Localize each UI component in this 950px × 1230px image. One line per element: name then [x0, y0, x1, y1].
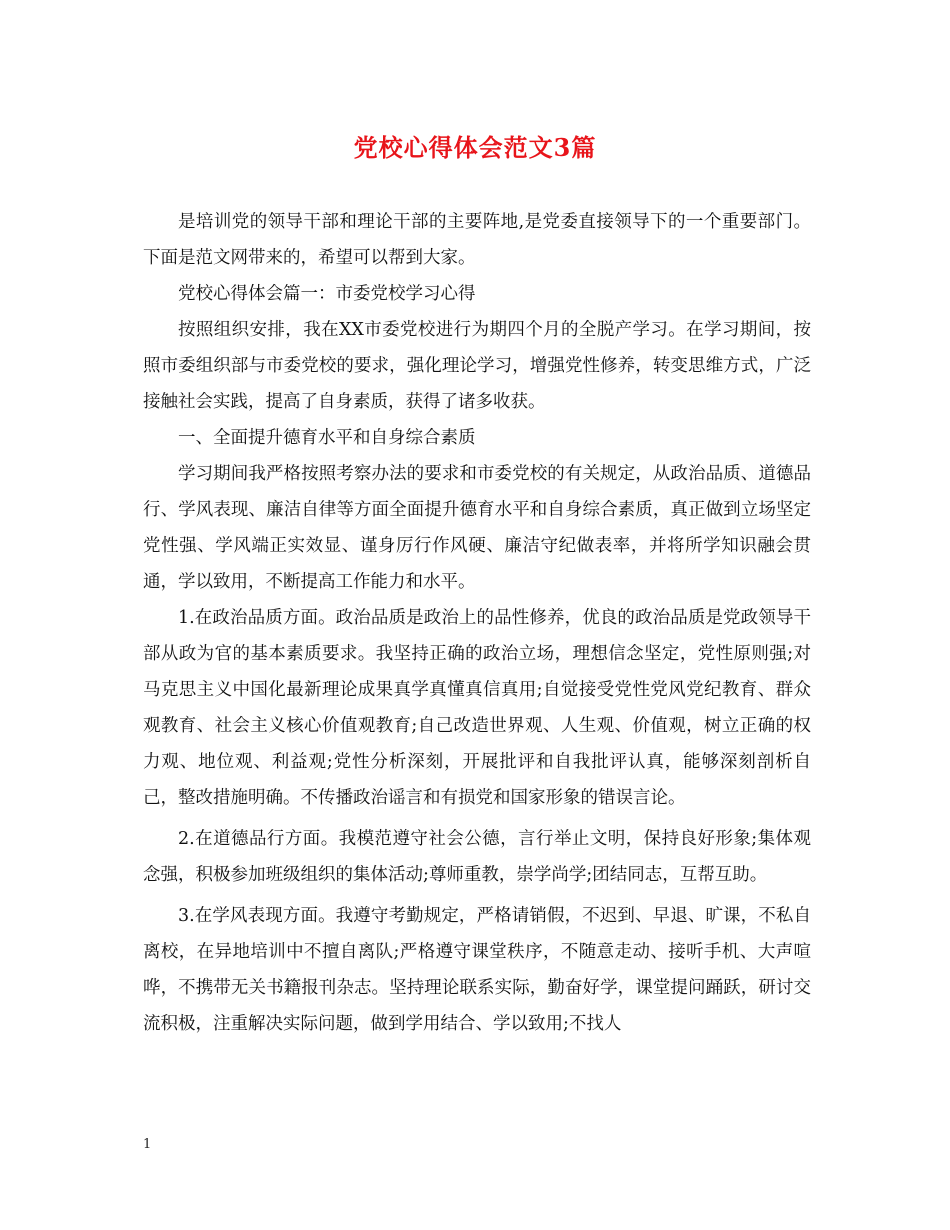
moral-conduct-paragraph: 2.在道德品行方面。我模范遵守社会公德，言行举止文明，保持良好形象;集体观念强，积极参加班级组织的集体活动;尊师重教，崇学尚学;团结同志，互帮互助。 — [143, 829, 811, 885]
page-number: 1 — [143, 1137, 152, 1152]
section-heading-article-one: 党校心得体会篇一：市委党校学习心得 — [178, 284, 476, 304]
section-heading-one: 一、全面提升德育水平和自身综合素质 — [178, 428, 476, 448]
study-style-paragraph: 3.在学风表现方面。我遵守考勤规定，严格请销假，不迟到、早退、旷课，不私自离校，在异地培训中不擅自离队;严格遵守课堂秩序，不随意走动、接听手机、大声喧哗，不携带无关书籍报刊杂志。坚持理论联系实际，勤奋好学，课堂提问踊跃，研讨交流积极，注重解决实际问题，做到学用结合、学以致用;不找人 — [143, 906, 811, 1034]
document-body — [143, 204, 811, 1042]
document-title: 党校心得体会范文3篇 — [353, 133, 597, 162]
political-quality-paragraph: 1.在政治品质方面。政治品质是政治上的品性修养，优良的政治品质是党政领导干部从政为官的基本素质要求。我坚持正确的政治立场，理想信念坚定，党性原则强;对马克思主义中国化最新理论成果真学真懂真信真用;自觉接受党性党风党纪教育、群众观教育、社会主义核心价值观教育;自己改造世界观、人生观、价值观，树立正确的权力观、地位观、利益观;党性分析深刻，开展批评和自我批评认真，能够深刻剖析自己，整改措施明确。不传播政治谣言和有损党和国家形象的错误言论。 — [143, 608, 811, 808]
body-paragraph: 学习期间我严格按照考察办法的要求和市委党校的有关规定，从政治品质、道德品行、学风表现、廉洁自律等方面全面提升德育水平和自身综合素质，真正做到立场坚定党性强、学风端正实效显、谨身厉行作风硬、廉洁守纪做表率，并将所学知识融会贯通，学以致用，不断提高工作能力和水平。 — [143, 464, 811, 592]
intro-paragraph: 是培训党的领导干部和理论干部的主要阵地,是党委直接领导下的一个重要部门。下面是范文网带来的，希望可以帮到大家。 — [143, 212, 811, 268]
body-paragraph: 按照组织安排，我在XX市委党校进行为期四个月的全脱产学习。在学习期间，按照市委组织部与市委党校的要求，强化理论学习，增强党性修养，转变思维方式，广泛接触社会实践，提高了自身素质，获得了诸多收获。 — [143, 320, 811, 412]
